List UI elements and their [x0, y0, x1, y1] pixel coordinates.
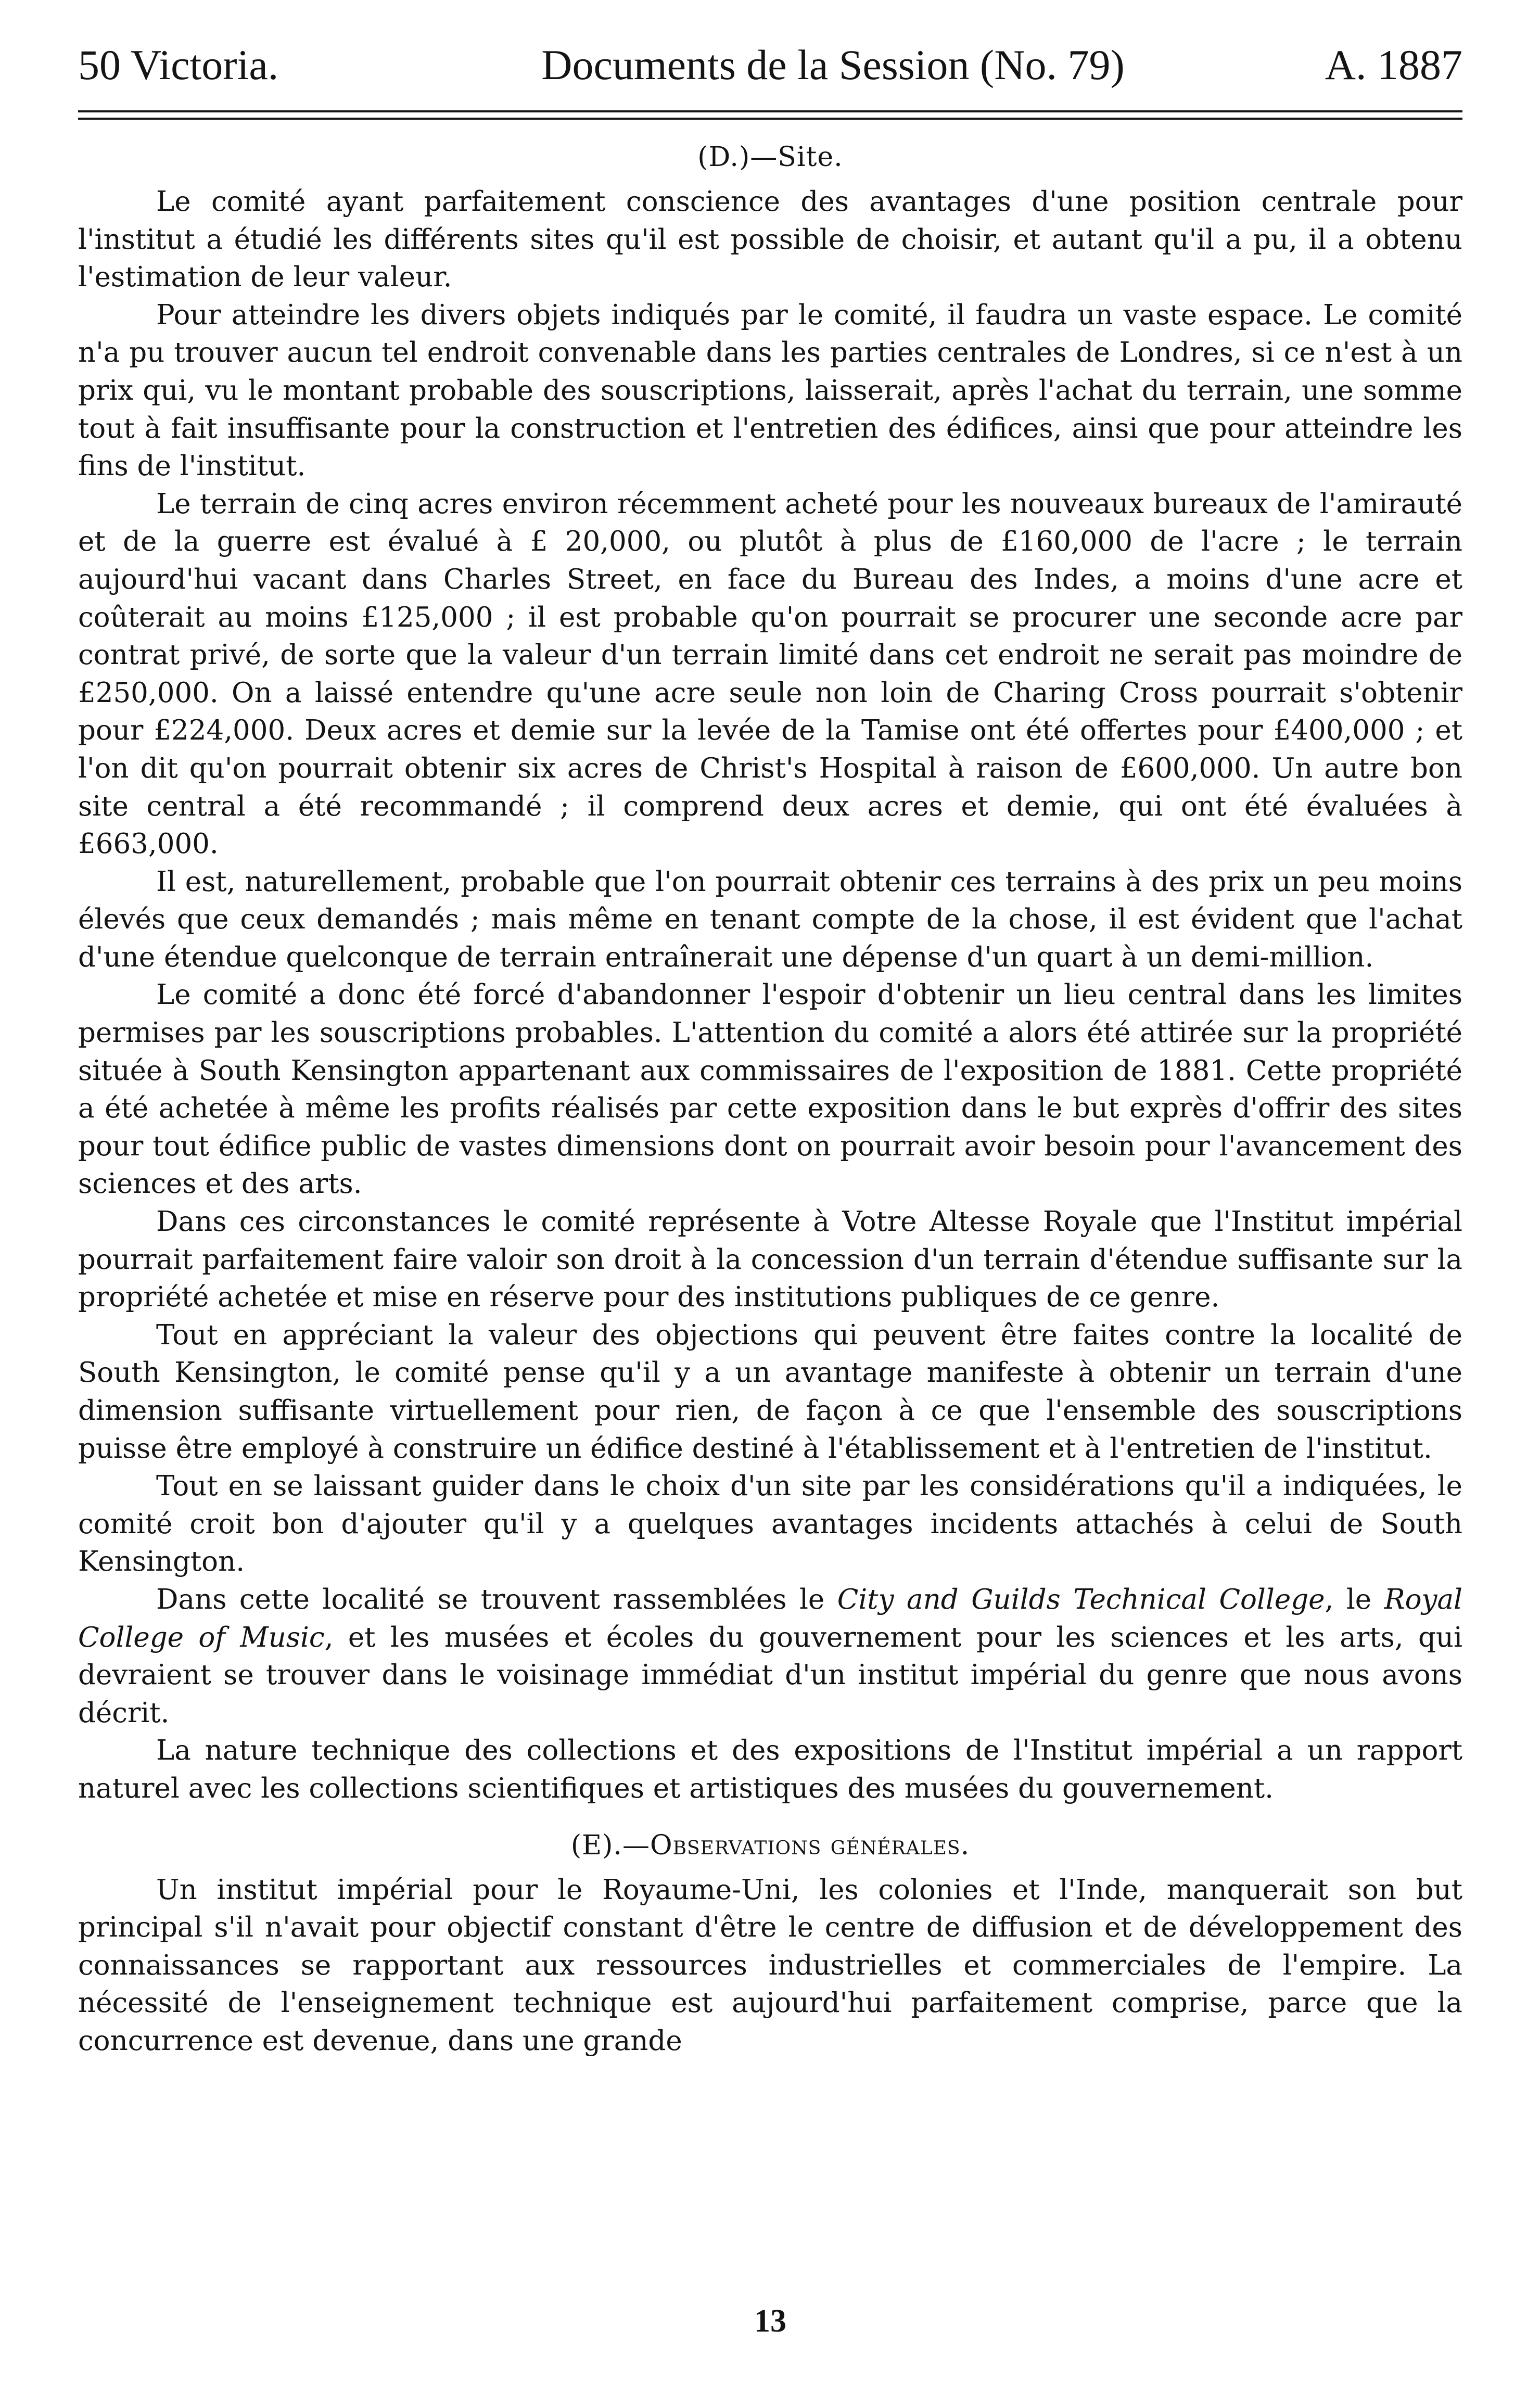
document-page — [78, 36, 1462, 2347]
paragraph-9-text-b: , le — [1325, 1583, 1384, 1615]
city-and-guilds-title: City and Guilds Technical College — [837, 1583, 1325, 1615]
section-d-paragraph-7: Tout en appréciant la valeur des objections qui peuvent être faites contre la localité de South Kensington, le comité pense qu'il y a un avantage manifeste à obtenir un terrain d'une dimension suffisante virtuellement pour rien, de façon à ce que l'ensemble des souscriptions puisse être employé à construire un édifice destiné à l'établissement et à l'entretien de l'institut. — [78, 1319, 1462, 1465]
section-d-paragraph-10: La nature technique des collections et des expositions de l'Institut impérial a un rapport naturel avec les collections scientifiques et artistiques des musées du gouvernement. — [78, 1735, 1462, 1804]
section-d-paragraph-9 — [78, 1581, 1462, 1732]
section-e-title-text: Observations générales. — [650, 1829, 970, 1861]
page-header — [78, 36, 1462, 94]
paragraph-9-text-c: , et les musées et écoles du gouvernement pour les sciences et les arts, qui devraient se trouver dans le voisinage immédiat d'un institut impérial du genre que nous avons décrit. — [78, 1621, 1462, 1729]
paragraph-9-text-a: Dans cette localité se trouvent rassemblées le — [156, 1583, 837, 1615]
section-e-paragraph-1: Un institut impérial pour le Royaume-Uni, les colonies et l'Inde, manquerait son but principal s'il n'avait pour objectif constant d'être le centre de diffusion et de développement des connaissances se rapportant aux ressources industrielles et commerciales de l'empire. La nécessité de l'enseignement technique est aujourd'hui parfaitement comprise, parce que la concurrence est devenue, dans une grande — [78, 1874, 1462, 2057]
section-d-paragraph-3: Le terrain de cinq acres environ récemment acheté pour les nouveaux bureaux de l'amirauté et de la guerre est évalué à £ 20,000, ou plutôt à plus de £160,000 de l'acre ; le terrain aujourd'hui vacant dans Charles Street, en face du Bureau des Indes, a moins d'une acre et coûterait au moins £125,000 ; il est probable qu'on pourrait se procurer une seconde acre par contrat privé, de sorte que la valeur d'un terrain limité dans cet endroit ne serait pas moindre de £250,000. On a laissé entendre qu'une acre seule non loin de Charing Cross pourrait s'obtenir pour £224,000. Deux acres et demie sur la levée de la Tamise ont été offertes pour £400,000 ; et l'on dit qu'on pourrait obtenir six acres de Christ's Hospital à raison de £600,000. Un autre bon site central a été recommandé ; il comprend deux acres et demie, qui ont été évaluées à £663,000. — [78, 488, 1462, 860]
section-d-paragraph-1: Le comité ayant parfaitement conscience des avantages d'une position centrale pour l'institut a étudié les différents sites qu'il est possible de choisir, et autant qu'il a pu, il a obtenu l'estimation de leur valeur. — [78, 186, 1462, 294]
section-d-paragraph-2: Pour atteindre les divers objets indiqués par le comité, il faudra un vaste espace. Le comité n'a pu trouver aucun tel endroit convenable dans les parties centrales de Londres, si ce n'est à un prix qui, vu le montant probable des souscriptions, laisserait, après l'achat du terrain, une somme tout à fait insuffisante pour la construction et l'entretien des édifices, ainsi que pour atteindre les fins de l'institut. — [78, 299, 1462, 482]
section-d-paragraph-5: Le comité a donc été forcé d'abandonner l'espoir d'obtenir un lieu central dans les limites permises par les souscriptions probables. L'attention du comité a alors été attirée sur la propriété située à South Kensington appartenant aux commissaires de l'exposition de 1881. Cette propriété a été achetée à même les profits réalisés par cette exposition dans le but exprès d'offrir des sites pour tout édifice public de vastes dimensions dont on pourrait avoir besoin pour l'avancement des sciences et des arts. — [78, 979, 1462, 1200]
page-number: 13 — [754, 2303, 786, 2339]
header-double-rule — [78, 110, 1462, 120]
royal-college-title: Royal College of Music — [78, 1583, 1462, 1653]
section-e-title — [78, 1822, 1462, 1869]
header-document-title: Documents de la Session (No. 79) — [541, 41, 1125, 88]
header-regnal-year: 50 Victoria. — [78, 41, 279, 88]
section-d-title: (D.)—Site. — [697, 142, 843, 173]
section-d-paragraph-8: Tout en se laissant guider dans le choix d'un site par les considérations qu'il a indiquées, le comité croit bon d'ajouter qu'il y a quelques avantages incidents attachés à celui de South Kensington. — [78, 1470, 1462, 1578]
section-d-paragraph-4: Il est, naturellement, probable que l'on pourrait obtenir ces terrains à des prix un peu moins élevés que ceux demandés ; mais même en tenant compte de la chose, il est évident que l'achat d'une étendue quelconque de terrain entraînerait une dépense d'un quart à un demi-million. — [78, 865, 1462, 973]
section-e-title-prefix: (E).— — [570, 1829, 650, 1861]
header-year: A. 1887 — [1325, 41, 1462, 88]
section-d-paragraph-6: Dans ces circonstances le comité représente à Votre Altesse Royale que l'Institut impérial pourrait parfaitement faire valoir son droit à la concession d'un terrain d'étendue suffisante sur la propriété achetée et mise en réserve pour des institutions publiques de ce genre. — [78, 1206, 1462, 1314]
